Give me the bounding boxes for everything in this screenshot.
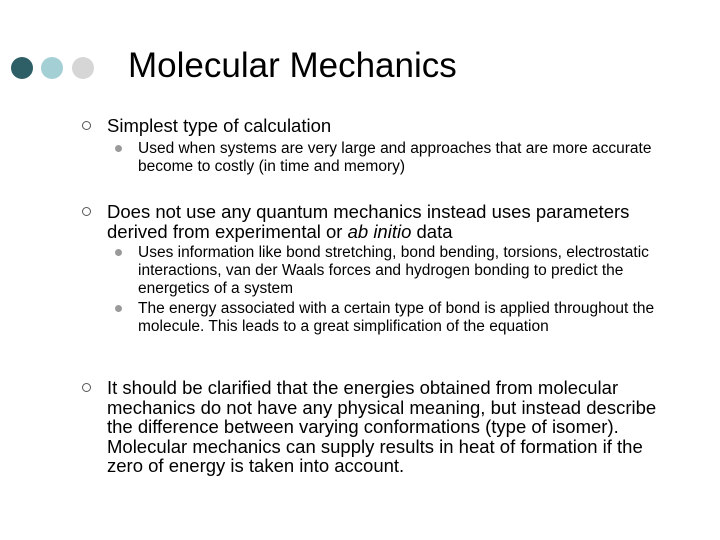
filled-bullet-icon <box>115 249 122 256</box>
hollow-bullet-icon <box>82 121 91 130</box>
bullet-text-part: Does not use any quantum mechanics instead uses parameters derived from experimental or <box>107 201 630 242</box>
hollow-bullet-icon <box>82 383 91 392</box>
sub-bullet-item <box>138 300 678 336</box>
bullet-text <box>107 201 629 242</box>
sub-bullet-item <box>138 244 678 297</box>
bullet-text: It should be clarified that the energies obtained from molecular mechanics do not have any physical meaning, but instead describe the difference between varying conformations (type of isomer). Molecular mechanics can supply results in heat of formation if the zero of energy is taken into account. <box>107 377 657 476</box>
bullet-item <box>107 378 677 476</box>
sub-bullet-text: Used when systems are very large and approaches that are more accurate become to costly (in time and memory) <box>138 140 652 175</box>
bullet-item <box>107 116 677 136</box>
hollow-bullet-icon <box>82 207 91 216</box>
sub-bullet-item <box>138 140 678 176</box>
filled-bullet-icon <box>115 305 122 312</box>
filled-bullet-icon <box>115 145 122 152</box>
slide-title: Molecular Mechanics <box>128 46 457 85</box>
bullet-text: Simplest type of calculation <box>107 115 332 136</box>
bullet-text-part: data <box>411 220 453 242</box>
bullet-text-italic: ab initio <box>347 220 412 242</box>
bullet-item <box>107 202 677 241</box>
sub-bullet-text: The energy associated with a certain type of bond is applied throughout the molecule. This leads to a great simplification of the equation <box>138 300 655 335</box>
sub-bullet-text: Uses information like bond stretching, bond bending, torsions, electrostatic interactions, van der Waals forces and hydrogen bonding to predict the energetics of a system <box>138 244 649 297</box>
